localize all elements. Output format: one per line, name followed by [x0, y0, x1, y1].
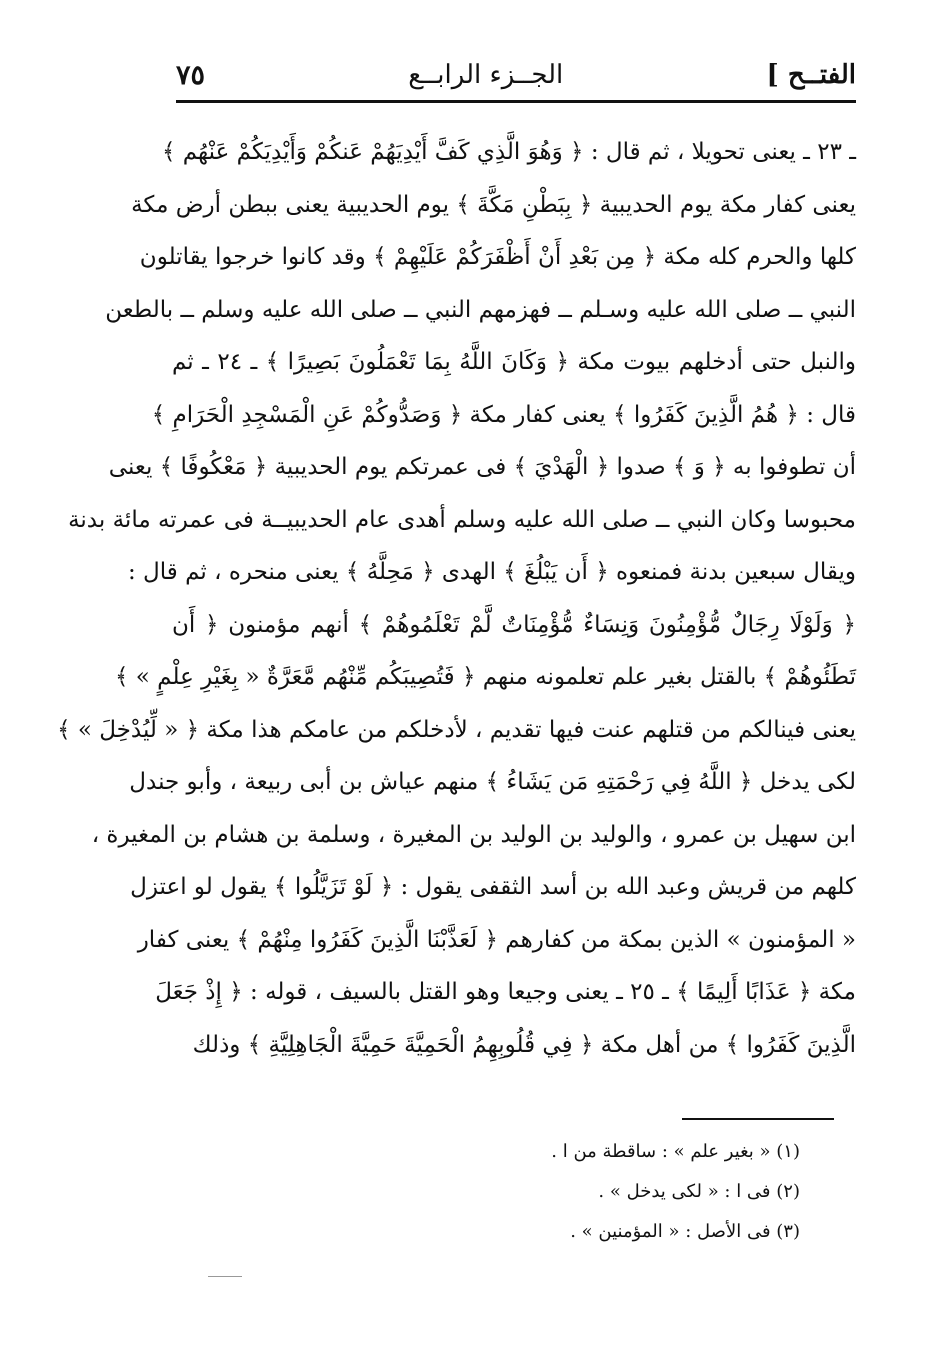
- text-line: ﴿ وَلَوْلَا رِجَالٌ مُّؤْمِنُونَ وَنِسَاءٌ مُّؤْمِنَاتٌ لَّمْ تَعْلَمُوهُمْ ﴾ أنهم مؤمنون ﴿ أَن: [172, 611, 856, 638]
- footnote: (٣) فى الأصل : « المؤمنين » .: [570, 1221, 800, 1242]
- text-line: كلهم من قريش وعبد الله بن أسد الثقفى يقول : ﴿ لَوْ تَزَيَّلُوا ﴾ يقول لو اعتزل: [130, 874, 856, 900]
- text-line: ـ ٢٣ ـ يعنى تحويلا ، ثم قال : ﴿ وَهُوَ الَّذِي كَفَّ أَيْدِيَهُمْ عَنكُمْ وَأَيْدِيَكُمْ عَنْهُم ﴾: [161, 139, 856, 165]
- text-line: مكة ﴿ عَذَابًا أَلِيمًا ﴾ ـ ٢٥ ـ يعنى وجيعا وهو القتل بالسيف ، قوله : ﴿ إِذْ جَعَلَ: [155, 979, 856, 1005]
- chapter-title: الفتــح ]: [766, 60, 856, 90]
- footnote: (٢) فى ا : « لكى يدخل » .: [598, 1181, 800, 1202]
- footnote-separator: [682, 1118, 834, 1120]
- page-number: ٧٥: [176, 59, 206, 91]
- main-text: [57, 126, 856, 1071]
- page-header: [176, 52, 856, 98]
- footnote: (١) « بغير علم » : ساقطة من ا .: [551, 1141, 800, 1162]
- part-title: الجــزء الرابــع: [408, 60, 564, 90]
- text-line: ويقال سبعين بدنة فمنعوه ﴿ أَن يَبْلُغَ ﴾ الهدى ﴿ مَحِلَّهُ ﴾ يعنى منحره ، ثم قال :: [128, 559, 856, 585]
- text-line: يعنى كفار مكة يوم الحديبية ﴿ بِبَطْنِ مَكَّةَ ﴾ يوم الحديبية يعنى ببطن أرض مكة: [131, 191, 856, 218]
- text-line: قال : ﴿ هُمُ الَّذِينَ كَفَرُوا ﴾ يعنى كفار مكة ﴿ وَصَدُّوكُمْ عَنِ الْمَسْجِدِ الْحَرَامِ ﴾: [151, 401, 856, 428]
- text-line: « المؤمنون » الذين بمكة من كفارهم ﴿ لَعَذَّبْنَا الَّذِينَ كَفَرُوا مِنْهُمْ ﴾ يعنى كفار: [137, 926, 856, 953]
- text-line: تَطَئُوهُمْ ﴾ بالقتل بغير علم تعلمونه منهم ﴿ فَتُصِيبَكُم مِّنْهُم مَّعَرَّةٌ « بِغَيْرِ عِلْمٍ » ﴾: [114, 664, 856, 690]
- text-line: كلها والحرم كله مكة ﴿ مِن بَعْدِ أَنْ أَظْفَرَكُمْ عَلَيْهِمْ ﴾ وقد كانوا خرجوا يقاتلون: [139, 244, 856, 270]
- text-line: أن تطوفوا به ﴿ وَ ﴾ صدوا ﴿ الْهَدْيَ ﴾ فى عمرتكم يوم الحديبية ﴿ مَعْكُوفًا ﴾ يعنى: [108, 454, 856, 480]
- text-line: الَّذِينَ كَفَرُوا ﴾ من أهل مكة ﴿ فِي قُلُوبِهِمُ الْحَمِيَّةَ حَمِيَّةَ الْجَاهِلِيَّةِ ﴾ وذلك: [192, 1031, 856, 1058]
- footnotes: [200, 1132, 800, 1252]
- text-line: والنبل حتى أدخلهم بيوت مكة ﴿ وَكَانَ اللَّهُ بِمَا تَعْمَلُونَ بَصِيرًا ﴾ ـ ٢٤ ـ ثم: [172, 349, 856, 375]
- text-line: محبوسا وكان النبي ــ صلى الله عليه وسلم أهدى عام الحديبيــة فى عمرته مائة بدنة: [68, 506, 856, 533]
- text-line: لكى يدخل ﴿ اللَّهُ فِي رَحْمَتِهِ مَن يَشَاءُ ﴾ منهم عياش بن أبى ربيعة ، وأبو جندل: [129, 769, 856, 795]
- scan-mark: [208, 1276, 242, 1277]
- text-line: يعنى فينالكم من قتلهم عنت فيها تقديم ، لأدخلكم من عامكم هذا مكة ﴿ « لِّيُدْخِلَ » ﴾: [57, 716, 856, 743]
- text-line: النبي ــ صلى الله عليه وسـلم ــ فهزمهم النبي ــ صلى الله عليه وسلم ــ بالطعن: [105, 296, 856, 323]
- header-rule: [176, 100, 856, 103]
- text-line: ابن سهيل بن عمرو ، والوليد بن الوليد بن المغيرة ، وسلمة بن هشام بن المغيرة ،: [91, 821, 856, 848]
